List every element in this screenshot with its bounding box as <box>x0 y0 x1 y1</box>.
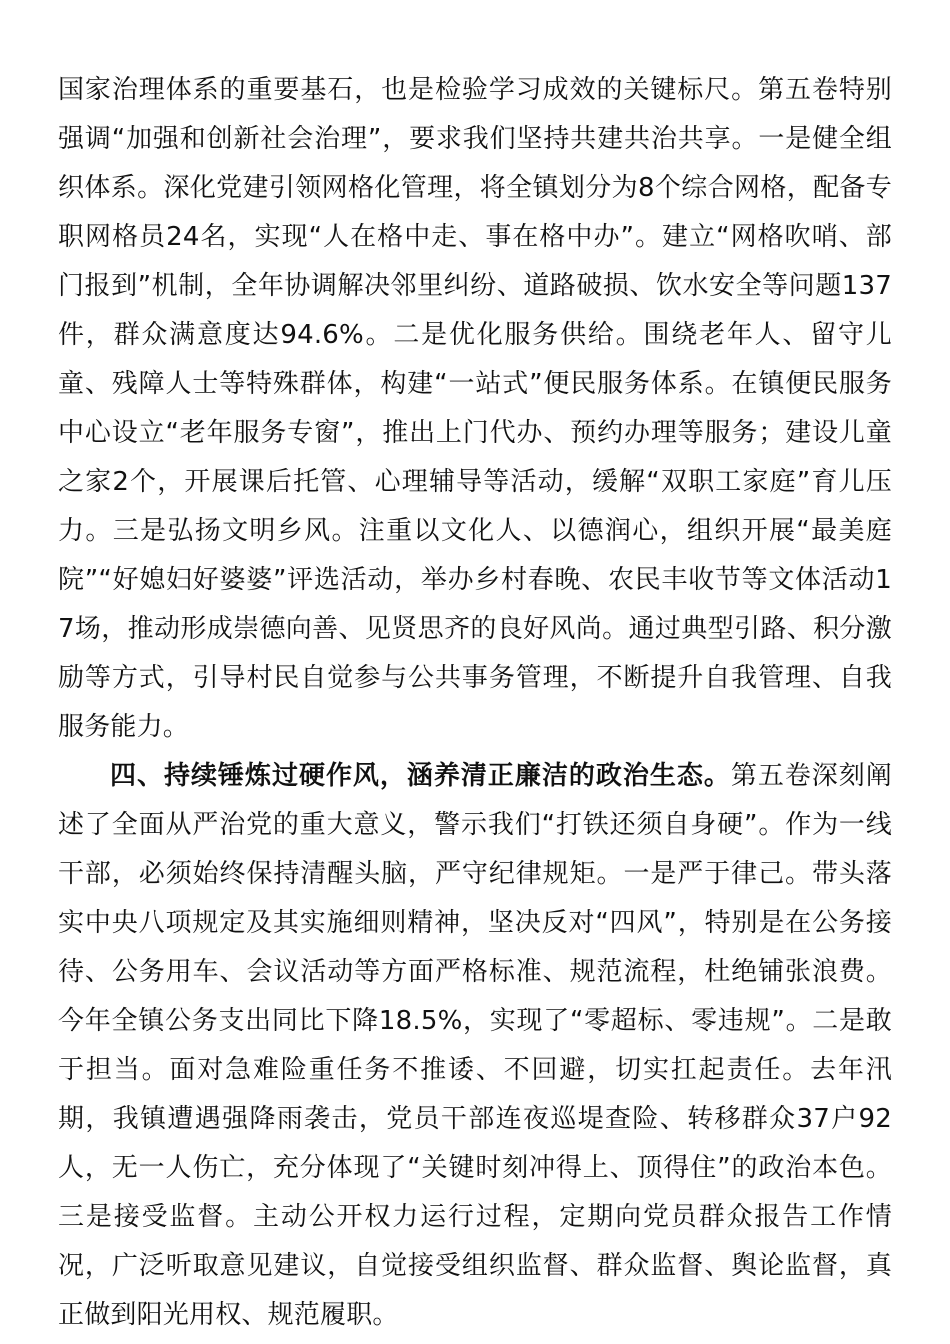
paragraph-section-4 <box>58 752 892 1340</box>
paragraph-social-governance: 国家治理体系的重要基石，也是检验学习成效的关键标尺。第五卷特别强调“加强和创新社会治理”，要求我们坚持共建共治共享。一是健全组织体系。深化党建引领网格化管理，将全镇划分为8个综合网格，配备专职网格员24名，实现“人在格中走、事在格中办”。建立“网格吹哨、部门报到”机制，全年协调解决邻里纠纷、道路破损、饮水安全等问题137件，群众满意度达94.6%。二是优化服务供给。围绕老年人、留守儿童、残障人士等特殊群体，构建“一站式”便民服务体系。在镇便民服务中心设立“老年服务专窗”，推出上门代办、预约办理等服务；建设儿童之家2个，开展课后托管、心理辅导等活动，缓解“双职工家庭”育儿压力。三是弘扬文明乡风。注重以文化人、以德润心，组织开展“最美庭院”“好媳妇好婆婆”评选活动，举办乡村春晚、农民丰收节等文体活动17场，推动形成崇德向善、见贤思齐的良好风尚。通过典型引路、积分激励等方式，引导村民自觉参与公共事务管理，不断提升自我管理、自我服务能力。 <box>58 75 892 742</box>
section-4-body: 第五卷深刻阐述了全面从严治党的重大意义，警示我们“打铁还须自身硬”。作为一线干部，必须始终保持清醒头脑，严守纪律规矩。一是严于律己。带头落实中央八项规定及其实施细则精神，坚决反对“四风”，特别是在公务接待、公务用车、会议活动等方面严格标准、规范流程，杜绝铺张浪费。今年全镇公务支出同比下降18.5%，实现了“零超标、零违规”。二是敢于担当。面对急难险重任务不推诿、不回避，切实扛起责任。去年汛期，我镇遭遇强降雨袭击，党员干部连夜巡堤查险、转移群众37户92人，无一人伤亡，充分体现了“关键时刻冲得上、顶得住”的政治本色。三是接受监督。主动公开权力运行过程，定期向党员群众报告工作情况，广泛听取意见建议，自觉接受组织监督、群众监督、舆论监督，真正做到阳光用权、规范履职。 <box>58 761 892 1330</box>
section-4-heading: 四、持续锤炼过硬作风，涵养清正廉洁的政治生态。 <box>110 761 731 791</box>
document-body <box>58 66 892 1340</box>
